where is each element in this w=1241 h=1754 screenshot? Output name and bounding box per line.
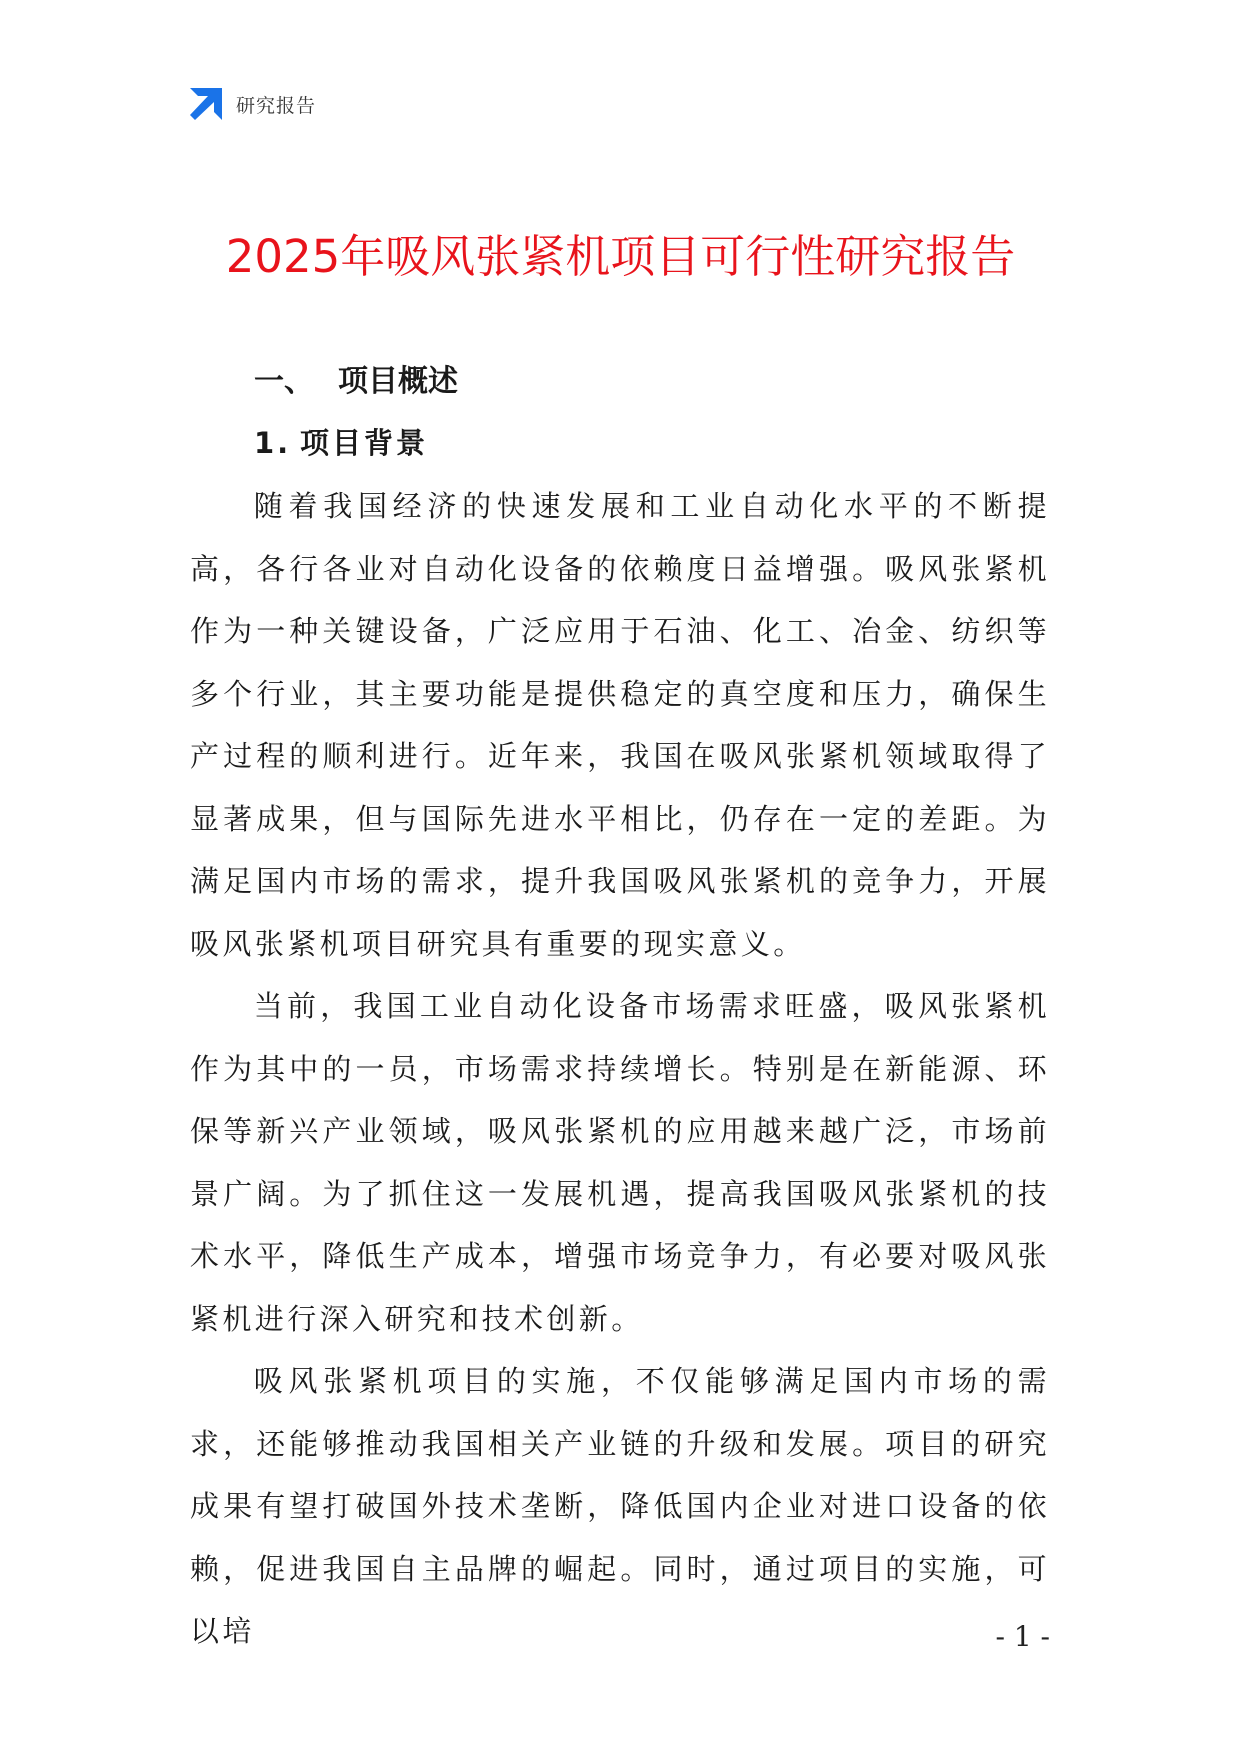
body-paragraph-3: 吸风张紧机项目的实施，不仅能够满足国内市场的需求，还能够推动我国相关产业链的升级和发展。项目的研究成果有望打破国外技术垄断，降低国内企业对进口设备的依赖，促进我国自主品牌的崛起。同时，通过项目的实施，可以培 (190, 1364, 1050, 1648)
section-title: 项目概述 (338, 364, 458, 399)
document-body (190, 352, 1050, 1663)
arrow-up-right-icon (190, 88, 222, 120)
body-paragraph-2: 当前，我国工业自动化设备市场需求旺盛，吸风张紧机作为其中的一员，市场需求持续增长。特别是在新能源、环保等新兴产业领域，吸风张紧机的应用越来越广泛，市场前景广阔。为了抓住这一发展机遇，提高我国吸风张紧机的技术水平，降低生产成本，增强市场竞争力，有必要对吸风张紧机进行深入研究和技术创新。 (190, 989, 1050, 1336)
section-number: 一、 (254, 364, 314, 399)
header-label: 研究报告 (236, 94, 317, 117)
document-title: 2025年吸风张紧机项目可行性研究报告 (225, 230, 1016, 283)
subsection-heading (190, 412, 1050, 475)
page-number: - 1 - (995, 1620, 1050, 1653)
page-header (190, 88, 316, 120)
subsection-number: 1. (254, 426, 292, 460)
subsection-title: 项目背景 (300, 426, 429, 460)
page-number-footer (0, 1620, 1238, 1653)
section-heading (190, 352, 1050, 412)
body-paragraph-1: 随着我国经济的快速发展和工业自动化水平的不断提高，各行各业对自动化设备的依赖度日益增强。吸风张紧机作为一种关键设备，广泛应用于石油、化工、冶金、纺织等多个行业，其主要功能是提供稳定的真空度和压力，确保生产过程的顺利进行。近年来，我国在吸风张紧机领域取得了显著成果，但与国际先进水平相比，仍存在一定的差距。为满足国内市场的需求，提升我国吸风张紧机的竞争力，开展吸风张紧机项目研究具有重要的现实意义。 (190, 489, 1050, 961)
